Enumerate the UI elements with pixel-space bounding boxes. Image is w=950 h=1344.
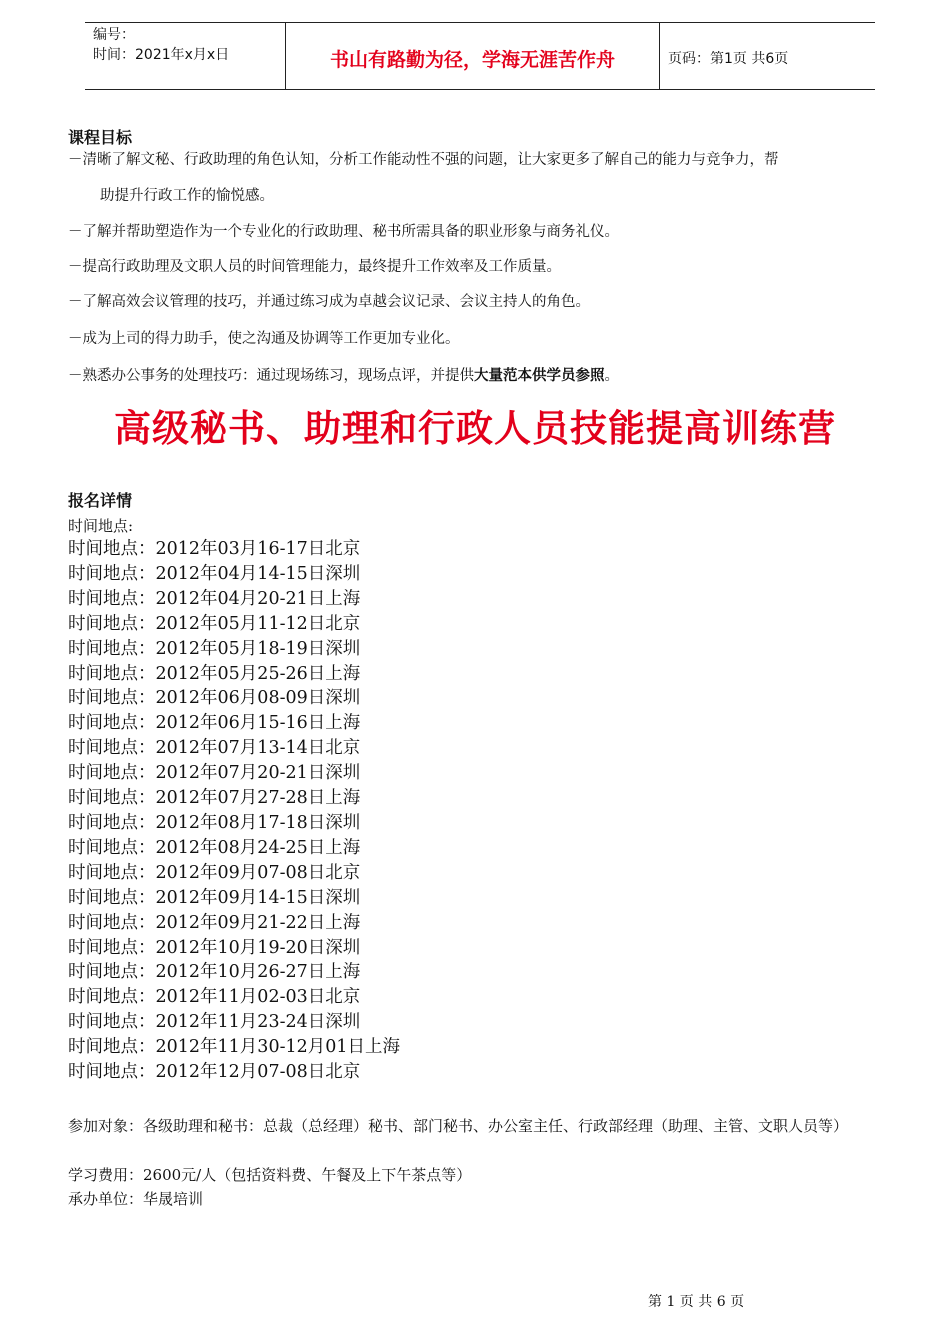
schedule-item: 时间地点：2012年11月23-24日深圳 (68, 1012, 361, 1033)
time-place-label: 时间地点: (68, 517, 134, 535)
goals-heading: 课程目标 (68, 128, 133, 147)
header-page-label: 页码：第1页 共6页 (668, 51, 789, 67)
schedule-item: 时间地点：2012年11月02-03日北京 (68, 987, 361, 1008)
schedule-item: 时间地点：2012年08月24-25日上海 (68, 837, 361, 858)
goal-item-emphasis: 大量范本供学员参照 (474, 368, 605, 384)
goal-item: －成为上司的得力助手，使之沟通及协调等工作更加专业化。 (68, 331, 460, 347)
schedule-item: 时间地点：2012年09月14-15日深圳 (68, 887, 361, 908)
schedule-item: 时间地点：2012年10月26-27日上海 (68, 962, 361, 983)
schedule-item: 时间地点：2012年09月21-22日上海 (68, 912, 361, 933)
schedule-item: 时间地点：2012年07月20-21日深圳 (68, 763, 361, 784)
schedule-item: 时间地点：2012年07月27-28日上海 (68, 788, 361, 809)
schedule-item: 时间地点：2012年09月07-08日北京 (68, 862, 361, 883)
page-footer: 第 1 页 共 6 页 (648, 1294, 745, 1310)
registration-heading: 报名详情 (68, 491, 133, 510)
schedule-item: 时间地点：2012年12月07-08日北京 (68, 1062, 361, 1083)
doc-number-label: 编号： (93, 27, 135, 43)
goal-item: －提高行政助理及文职人员的时间管理能力，最终提升工作效率及工作质量。 (68, 259, 561, 275)
schedule-item: 时间地点：2012年05月18-19日深圳 (68, 638, 361, 659)
schedule-item: 时间地点：2012年05月25-26日上海 (68, 663, 361, 684)
goal-item: －清晰了解文秘、行政助理的角色认知，分析工作能动性不强的问题，让大家更多了解自己的能力与竞争力，帮 (68, 152, 779, 168)
goal-item: －了解高效会议管理的技巧，并通过练习成为卓越会议记录、会议主持人的角色。 (68, 294, 590, 310)
goal-item-end: 。 (604, 368, 619, 384)
schedule-item: 时间地点：2012年04月20-21日上海 (68, 588, 361, 609)
goal-item: －了解并帮助塑造作为一个专业化的行政助理、秘书所需具备的职业形象与商务礼仪。 (68, 224, 619, 240)
goal-item-last (68, 366, 893, 386)
main-title: 高级秘书、助理和行政人员技能提高训练营 (114, 406, 836, 450)
schedule-item: 时间地点：2012年08月17-18日深圳 (68, 812, 361, 833)
goal-item-text: －熟悉办公事务的处理技巧：通过现场练习，现场点评，并提供 (68, 368, 474, 384)
doc-time-label: 时间：2021年x月x日 (93, 47, 230, 63)
page-header (85, 22, 875, 90)
participants-text: 参加对象：各级助理和秘书：总裁（总经理）秘书、部门秘书、办公室主任、行政部经理（助理、主管、文职人员等） (68, 1117, 849, 1135)
schedule-item: 时间地点：2012年10月19-20日深圳 (68, 937, 361, 958)
header-motto: 书山有路勤为径，学海无涯苦作舟 (329, 49, 615, 71)
fee-text: 学习费用：2600元/人（包括资料费、午餐及上下午茶点等） (68, 1166, 472, 1184)
schedule-item: 时间地点：2012年05月11-12日北京 (68, 613, 361, 634)
organizer-text: 承办单位：华晟培训 (68, 1190, 204, 1208)
header-meta (93, 25, 229, 65)
schedule-item: 时间地点：2012年06月15-16日上海 (68, 713, 361, 734)
goal-item-continuation: 助提升行政工作的愉悦感。 (100, 188, 274, 204)
schedule-item: 时间地点：2012年06月08-09日深圳 (68, 688, 361, 709)
schedule-item: 时间地点：2012年03月16-17日北京 (68, 539, 361, 559)
schedule-item: 时间地点：2012年07月13-14日北京 (68, 738, 361, 759)
schedule-item: 时间地点：2012年11月30-12月01日上海 (68, 1037, 401, 1058)
schedule-item: 时间地点：2012年04月14-15日深圳 (68, 563, 361, 584)
schedule-list (68, 537, 400, 1085)
